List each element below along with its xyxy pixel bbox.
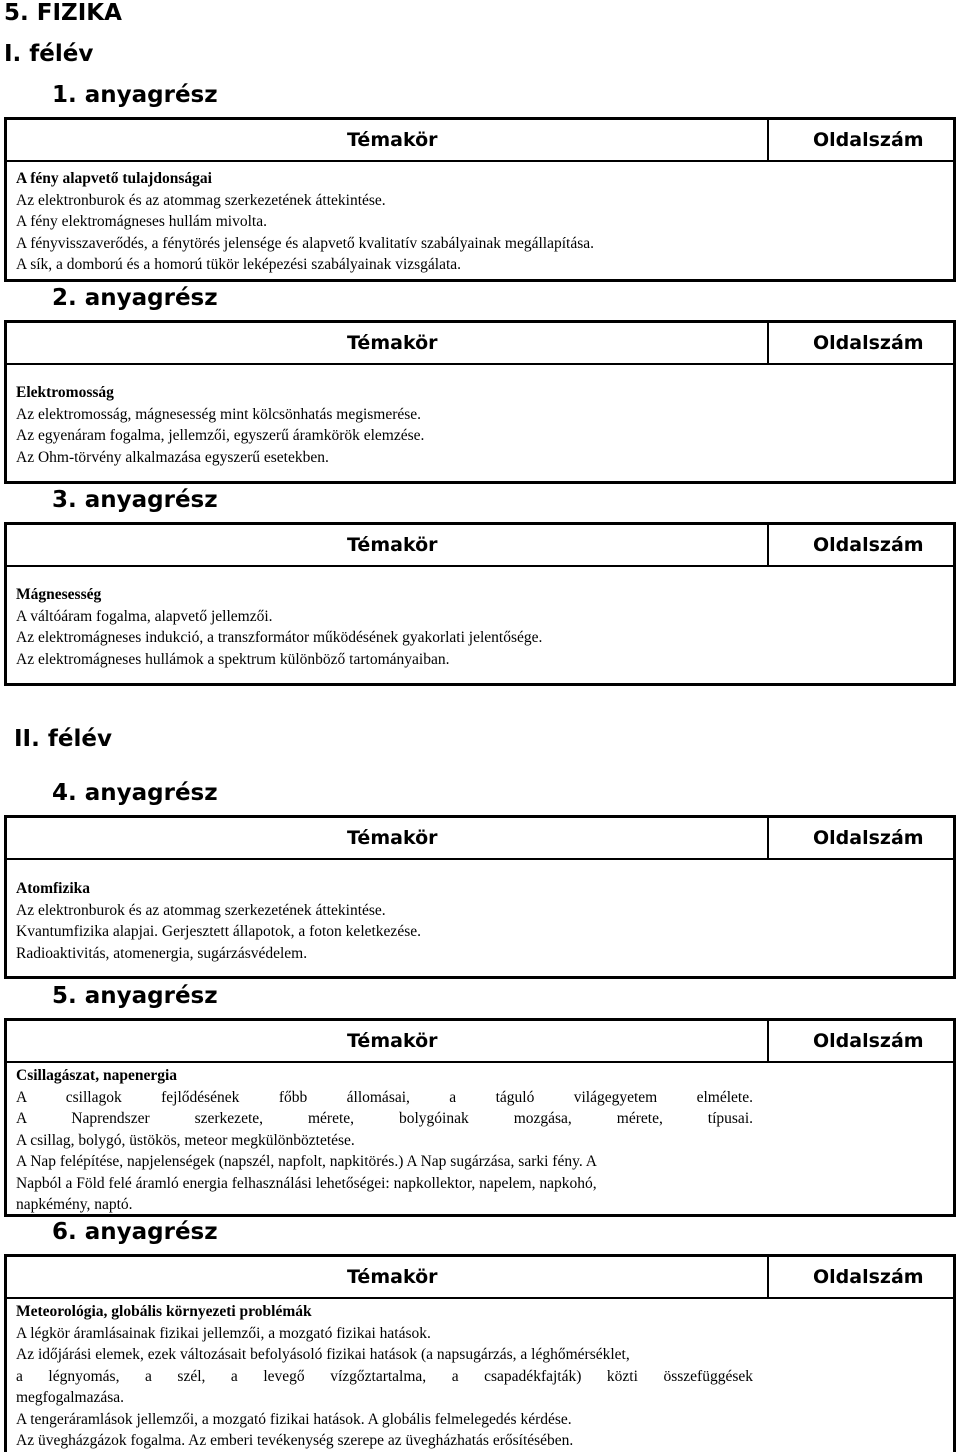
section-body [16, 168, 949, 276]
topic-line: Kvantumfizika alapjai. Gerjesztett állapotok, a foton keletkezése. [16, 923, 421, 940]
semester-1-title: I. félév [4, 41, 94, 67]
section-4-heading: 4. anyagrész [52, 780, 218, 806]
topic-line: Az időjárási elemek, ezek változásait befolyásoló fizikai hatások (a napsugárzás, a léghőmérséklet, [16, 1346, 630, 1363]
semester-2-title: II. félév [14, 726, 112, 752]
subject-title: 5. FIZIKA [4, 0, 122, 26]
section-title: Elektromosság [16, 384, 114, 401]
topic-line: A légkör áramlásainak fizikai jellemzői, a mozgató fizikai hatások. [16, 1324, 431, 1342]
section-body [16, 382, 949, 468]
section-5-heading: 5. anyagrész [52, 983, 218, 1009]
section-title: Csillagászat, napenergia [16, 1067, 178, 1084]
table-header [7, 323, 953, 365]
table-header [7, 1021, 953, 1063]
topic-line: Az elektromágneses hullámok a spektrum különböző tartományaiban. [16, 650, 450, 668]
topic-line: A fényvisszaverődés, a fénytörés jelensége és alapvető kvalitatív szabályainak megállapítása. [16, 234, 595, 252]
section-3-heading: 3. anyagrész [52, 487, 218, 513]
col-topic-header: Témakör [347, 827, 438, 849]
topic-line: A Nap felépítése, napjelenségek (napszél, napfolt, napkitörés.) A Nap sugárzása, sarki fény. A [16, 1153, 597, 1170]
topic-line: A csillagok fejlődésének főbb állomásai, a táguló világegyetem elmélete. [16, 1088, 753, 1106]
section-6-table [4, 1254, 956, 1452]
topic-line: a légnyomás, a szél, a levegő vízgőztartalma, a csapadékfajták) közti összefüggések [16, 1367, 753, 1385]
col-topic-header: Témakör [347, 1266, 438, 1288]
topic-line: A fény elektromágneses hullám mivolta. [16, 213, 267, 230]
topic-line: Az egyenáram fogalma, jellemzői, egyszerű áramkörök elemzése. [16, 427, 425, 444]
topic-line: Radioaktivitás, atomenergia, sugárzásvédelem. [16, 944, 308, 962]
topic-line: A tengeráramlások jellemzői, a mozgató fizikai hatások. A globális felmelegedés kérdése. [16, 1410, 572, 1428]
section-body [16, 1301, 753, 1452]
topic-line: Az elektronburok és az atommag szerkezetének áttekintése. [16, 901, 386, 919]
section-4-table [4, 815, 956, 979]
col-topic-header: Témakör [347, 129, 438, 151]
col-page-header: Oldalszám [813, 1030, 924, 1052]
col-topic-header: Témakör [347, 534, 438, 556]
section-body [16, 584, 949, 670]
topic-line: napkémény, naptó. [16, 1196, 133, 1213]
col-page-header: Oldalszám [813, 534, 924, 556]
col-page-header: Oldalszám [813, 827, 924, 849]
table-header [7, 818, 953, 860]
section-2-heading: 2. anyagrész [52, 285, 218, 311]
section-3-table [4, 522, 956, 686]
topic-line: Az elektronburok és az atommag szerkezetének áttekintése. [16, 191, 386, 209]
section-body [16, 1065, 753, 1216]
topic-line: A Naprendszer szerkezete, mérete, bolygóinak mozgása, mérete, típusai. [16, 1110, 753, 1127]
topic-line: Az elektromágneses indukció, a transzformátor működésének gyakorlati jelentősége. [16, 629, 543, 646]
section-2-table [4, 320, 956, 484]
table-header [7, 1257, 953, 1299]
topic-line: megfogalmazása. [16, 1389, 125, 1406]
section-title: Mágnesesség [16, 586, 102, 603]
col-topic-header: Témakör [347, 1030, 438, 1052]
col-page-header: Oldalszám [813, 129, 924, 151]
col-page-header: Oldalszám [813, 1266, 924, 1288]
section-1-heading: 1. anyagrész [52, 82, 218, 108]
topic-line: Az Ohm-törvény alkalmazása egyszerű esetekben. [16, 448, 329, 466]
section-body [16, 878, 949, 964]
section-title: Meteorológia, globális környezeti problémák [16, 1303, 312, 1320]
topic-line: Az üvegházgázok fogalma. Az emberi tevékenység szerepe az üvegházhatás erősítésében. [16, 1432, 574, 1449]
section-title: Atomfizika [16, 880, 91, 897]
col-page-header: Oldalszám [813, 332, 924, 354]
topic-line: Az elektromosság, mágnesesség mint kölcsönhatás megismerése. [16, 405, 422, 423]
table-header [7, 120, 953, 162]
topic-line: A sík, a domború és a homorú tükör leképezési szabályainak vizsgálata. [16, 256, 462, 273]
table-header [7, 525, 953, 567]
topic-line: A váltóáram fogalma, alapvető jellemzői. [16, 607, 273, 625]
section-5-table [4, 1018, 956, 1217]
section-title: A fény alapvető tulajdonságai [16, 170, 212, 187]
section-1-table [4, 117, 956, 282]
topic-line: A csillag, bolygó, üstökös, meteor megkülönböztetése. [16, 1131, 355, 1149]
topic-line: Napból a Föld felé áramló energia felhasználási lehetőségei: napkollektor, napelem, napkohó, [16, 1174, 597, 1192]
col-topic-header: Témakör [347, 332, 438, 354]
section-6-heading: 6. anyagrész [52, 1219, 218, 1245]
